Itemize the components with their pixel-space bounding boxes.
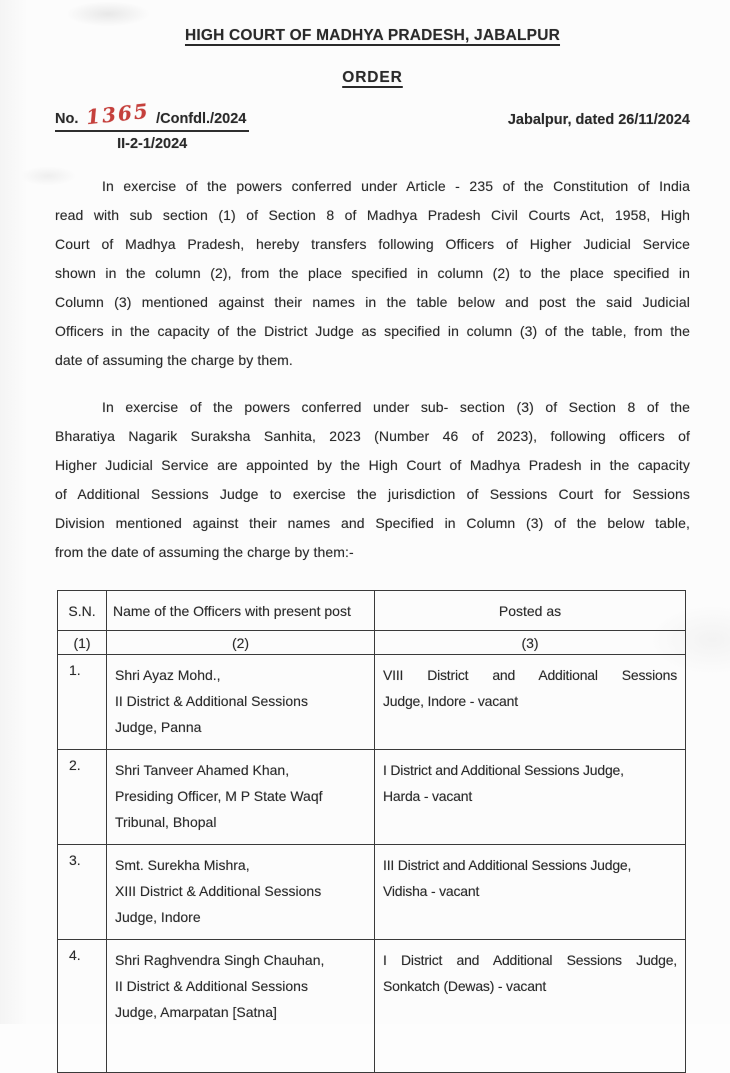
column-number-row (58, 631, 686, 655)
table-row (58, 655, 686, 750)
column-number: (1) (58, 631, 107, 655)
paragraph-line: shown in the column (2), from the place specified in column (2) to the place specified in (55, 265, 690, 281)
table-row (58, 750, 686, 845)
order-number-prefix: No. (55, 111, 79, 127)
paragraph-line: Division mentioned against their names and Specified in Column (3) of the below table, (55, 515, 690, 531)
paragraph-line: Officers in the capacity of the District Judge as specified in column (3) of the table, from the (55, 323, 690, 339)
file-number: II-2-1/2024 (117, 136, 188, 152)
paragraph-line: Higher Judicial Service are appointed by the High Court of Madhya Pradesh in the capacity (55, 457, 690, 473)
reference-row (55, 98, 690, 154)
sn-cell: 2. (58, 750, 107, 845)
header-sn: S.N. (58, 591, 107, 631)
cell-line: Judge, Amarpatan [Satna] (115, 1004, 277, 1020)
officer-name-cell (107, 655, 375, 750)
cell-line: Shri Ayaz Mohd., (115, 667, 221, 683)
page-title: HIGH COURT OF MADHYA PRADESH, JABALPUR (184, 27, 561, 44)
cell-line: Judge, Indore - vacant (383, 693, 518, 709)
paragraph-line: In exercise of the powers conferred under sub- section (3) of Section 8 of the (102, 399, 690, 415)
posted-as-cell (375, 750, 686, 845)
transfer-table (57, 590, 686, 1073)
paragraph-1 (55, 172, 690, 375)
paragraph-2 (55, 393, 690, 567)
handwritten-order-number: 1365 (85, 98, 152, 130)
paragraph-line: read with sub section (1) of Section 8 of Madhya Pradesh Civil Courts Act, 1958, High (55, 207, 690, 223)
cell-line: Sonkatch (Dewas) - vacant (383, 978, 547, 994)
paragraph-line: of Additional Sessions Judge to exercise the jurisdiction of Sessions Court for Sessions (55, 486, 690, 502)
order-number-block (55, 98, 249, 154)
cell-line: Shri Tanveer Ahamed Khan, (115, 762, 290, 778)
sn-cell: 1. (58, 655, 107, 750)
cell-line: Vidisha - vacant (383, 883, 480, 899)
officer-name-cell (107, 845, 375, 940)
column-number: (3) (375, 631, 686, 655)
paragraph-line: from the date of assuming the charge by them:- (55, 544, 354, 560)
column-number: (2) (107, 631, 375, 655)
header-officer-name: Name of the Officers with present post (107, 591, 375, 631)
cell-line: II District & Additional Sessions (115, 693, 308, 709)
table-row (58, 845, 686, 940)
order-number-suffix: /Confdl./2024 (156, 111, 247, 127)
table-header-row (58, 591, 686, 631)
cell-line: I District and Additional Sessions Judge, (383, 762, 624, 778)
cell-line: Judge, Panna (115, 719, 202, 735)
paragraph-line: Bharatiya Nagarik Suraksha Sanhita, 2023 (Number 46 of 2023), following officers of (55, 428, 690, 444)
header-posted-as: Posted as (375, 591, 686, 631)
posted-as-cell (375, 655, 686, 750)
order-heading: ORDER (342, 69, 403, 86)
sn-cell: 3. (58, 845, 107, 940)
sn-cell: 4. (58, 940, 107, 1073)
paragraph-line: Court of Madhya Pradesh, hereby transfers following Officers of Higher Judicial Service (55, 236, 690, 252)
paragraph-line: In exercise of the powers conferred under Article - 235 of the Constitution of India (102, 178, 690, 194)
posted-as-cell (375, 940, 686, 1073)
place-and-date: Jabalpur, dated 26/11/2024 (507, 112, 690, 128)
cell-line: II District & Additional Sessions (115, 978, 308, 994)
paragraph-line: Column (3) mentioned against their names in the table below and post the said Judicial (55, 294, 690, 310)
cell-line: Harda - vacant (383, 788, 473, 804)
order-number-line (55, 98, 249, 132)
cell-line: XIII District & Additional Sessions (115, 883, 322, 899)
cell-line: I District and Additional Sessions Judge, (383, 952, 677, 968)
cell-line: VIII District and Additional Sessions (383, 667, 677, 683)
paragraph-line: date of assuming the charge by them. (55, 352, 293, 368)
posted-as-cell (375, 845, 686, 940)
cell-line: Shri Raghvendra Singh Chauhan, (115, 952, 325, 968)
officer-name-cell (107, 750, 375, 845)
table-row (58, 940, 686, 1073)
cell-line: Presiding Officer, M P State Waqf (115, 788, 323, 804)
cell-line: Judge, Indore (115, 909, 201, 925)
officer-name-cell (107, 940, 375, 1073)
cell-line: III District and Additional Sessions Judge, (383, 857, 632, 873)
cell-line: Tribunal, Bhopal (115, 814, 217, 830)
cell-line: Smt. Surekha Mishra, (115, 857, 250, 873)
